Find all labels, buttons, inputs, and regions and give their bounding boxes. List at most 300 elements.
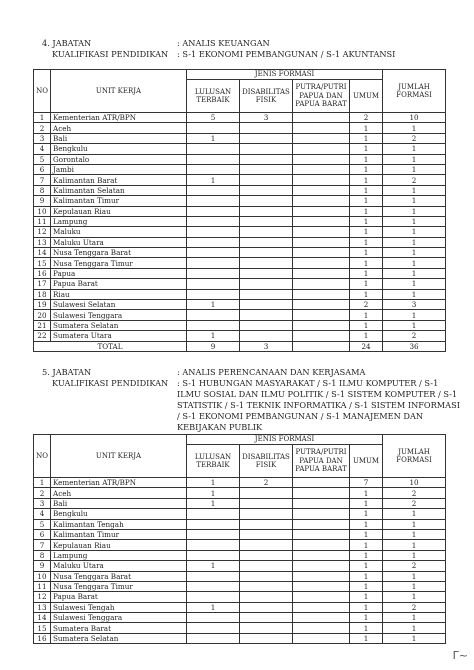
cell-unit: Kepulauan Riau — [51, 206, 187, 216]
cell-lulusan: 1 — [187, 602, 240, 612]
header-papua: PUTRA/PUTRI PAPUA DAN PAPUA BARAT — [293, 445, 350, 478]
cell-unit: Bengkulu — [51, 509, 187, 519]
cell-umum: 1 — [350, 206, 383, 216]
cell-lulusan — [187, 623, 240, 633]
cell-unit: Kalimantan Timur — [51, 196, 187, 206]
header-no: NO — [34, 70, 51, 113]
cell-unit: Sulawesi Tengah — [51, 602, 187, 612]
cell-no: 11 — [34, 216, 51, 226]
cell-umum: 2 — [350, 113, 383, 123]
table-row — [34, 561, 446, 571]
cell-jumlah: 1 — [383, 320, 446, 330]
cell-no: 15 — [34, 258, 51, 268]
cell-papua — [293, 279, 350, 289]
cell-no: 22 — [34, 331, 51, 341]
cell-disabilitas — [240, 268, 293, 278]
cell-disabilitas — [240, 175, 293, 185]
cell-unit: Riau — [51, 289, 187, 299]
cell-papua — [293, 478, 350, 488]
cell-unit: Maluku — [51, 227, 187, 237]
cell-disabilitas — [240, 279, 293, 289]
kualifikasi-label: KUALIFIKASI PENDIDIKAN — [52, 49, 169, 59]
cell-umum: 1 — [350, 488, 383, 498]
cell-papua — [293, 144, 350, 154]
table-row — [34, 268, 446, 278]
cell-umum: 1 — [350, 185, 383, 195]
cell-umum: 1 — [350, 164, 383, 174]
kualifikasi-row — [42, 378, 462, 433]
cell-jumlah: 1 — [383, 310, 446, 320]
table-row — [34, 488, 446, 498]
cell-lulusan — [187, 540, 240, 550]
cell-papua — [293, 196, 350, 206]
cell-papua — [293, 206, 350, 216]
cell-lulusan — [187, 227, 240, 237]
cell-lulusan — [187, 206, 240, 216]
cell-lulusan: 1 — [187, 175, 240, 185]
cell-jumlah: 1 — [383, 164, 446, 174]
total-label: TOTAL — [34, 341, 187, 351]
cell-papua — [293, 613, 350, 623]
cell-jumlah: 1 — [383, 123, 446, 133]
table-row — [34, 175, 446, 185]
header-lulusan-terbaik: LULUSAN TERBAIK — [187, 445, 240, 478]
cell-papua — [293, 237, 350, 247]
cell-papua — [293, 602, 350, 612]
cell-unit: Sumatera Selatan — [51, 320, 187, 330]
cell-no: 8 — [34, 550, 51, 560]
cell-unit: Bali — [51, 133, 187, 143]
table-row — [34, 550, 446, 560]
table-row — [34, 613, 446, 623]
cell-disabilitas — [240, 519, 293, 529]
cell-no: 6 — [34, 529, 51, 539]
cell-papua — [293, 123, 350, 133]
cell-unit: Papua Barat — [51, 279, 187, 289]
cell-lulusan — [187, 289, 240, 299]
cell-papua — [293, 331, 350, 341]
header-unit-kerja: UNIT KERJA — [51, 70, 187, 113]
cell-lulusan — [187, 144, 240, 154]
cell-lulusan — [187, 164, 240, 174]
cell-papua — [293, 185, 350, 195]
cell-jumlah: 2 — [383, 488, 446, 498]
kualifikasi-value: : S-1 HUBUNGAN MASYARAKAT / S-1 ILMU KOMPUTER / S-1 ILMU SOSIAL DAN ILMU POLITIK / S-1 SISTEM KOMPUTER / S-1 STATISTIK / S-1 TEKNIK INFORMATIKA / S-1 SISTEM INFORMASI / S-1 EKONOMI PEMBANGUNAN / S-1 MANAJEMEN DAN KEBIJAKAN PUBLIK — [177, 378, 460, 432]
cell-no: 10 — [34, 206, 51, 216]
cell-no: 16 — [34, 633, 51, 643]
cell-jumlah: 2 — [383, 133, 446, 143]
cell-jumlah: 1 — [383, 550, 446, 560]
cell-umum: 1 — [350, 581, 383, 591]
table-row — [34, 206, 446, 216]
cell-papua — [293, 175, 350, 185]
formasi-table-5 — [33, 434, 446, 644]
jabatan-label: 5. JABATAN — [42, 367, 92, 377]
table-row — [34, 258, 446, 268]
header-no: NO — [34, 435, 51, 478]
cell-lulusan — [187, 581, 240, 591]
cell-papua — [293, 268, 350, 278]
cell-no: 13 — [34, 602, 51, 612]
cell-lulusan: 1 — [187, 478, 240, 488]
header-jumlah-formasi: JUMLAH FORMASI — [383, 70, 446, 113]
cell-disabilitas — [240, 509, 293, 519]
header-jenis-formasi: JENIS FORMASI — [187, 70, 383, 80]
cell-umum: 1 — [350, 509, 383, 519]
cell-no: 13 — [34, 237, 51, 247]
cell-no: 20 — [34, 310, 51, 320]
formasi-table-4 — [33, 69, 446, 352]
cell-jumlah: 1 — [383, 519, 446, 529]
cell-unit: Maluku Utara — [51, 561, 187, 571]
cell-jumlah: 1 — [383, 237, 446, 247]
cell-no: 15 — [34, 623, 51, 633]
cell-no: 21 — [34, 320, 51, 330]
cell-no: 7 — [34, 175, 51, 185]
cell-papua — [293, 164, 350, 174]
cell-no: 9 — [34, 196, 51, 206]
cell-no: 6 — [34, 164, 51, 174]
cell-lulusan — [187, 279, 240, 289]
cell-jumlah: 10 — [383, 478, 446, 488]
cell-no: 5 — [34, 519, 51, 529]
cell-disabilitas — [240, 300, 293, 310]
header-umum: UMUM — [350, 445, 383, 478]
cell-umum: 1 — [350, 227, 383, 237]
jabatan-value: : ANALIS PERENCANAAN DAN KERJASAMA — [177, 367, 366, 377]
cell-disabilitas — [240, 550, 293, 560]
table-row — [34, 289, 446, 299]
cell-disabilitas — [240, 248, 293, 258]
cell-disabilitas — [240, 633, 293, 643]
cell-disabilitas — [240, 602, 293, 612]
cell-papua — [293, 509, 350, 519]
cell-umum: 2 — [350, 300, 383, 310]
table-row — [34, 310, 446, 320]
cell-papua — [293, 529, 350, 539]
cell-umum: 1 — [350, 248, 383, 258]
cell-lulusan: 1 — [187, 300, 240, 310]
cell-unit: Sulawesi Tenggara — [51, 310, 187, 320]
cell-jumlah: 1 — [383, 613, 446, 623]
cell-no: 3 — [34, 133, 51, 143]
cell-unit: Sumatera Selatan — [51, 633, 187, 643]
cell-papua — [293, 623, 350, 633]
section-4-header — [42, 38, 462, 60]
cell-unit: Papua Barat — [51, 592, 187, 602]
cell-lulusan — [187, 592, 240, 602]
cell-umum: 1 — [350, 602, 383, 612]
cell-jumlah: 1 — [383, 268, 446, 278]
table-row — [34, 227, 446, 237]
cell-papua — [293, 540, 350, 550]
cell-jumlah: 3 — [383, 300, 446, 310]
cell-papua — [293, 550, 350, 560]
kualifikasi-value: : S-1 EKONOMI PEMBANGUNAN / S-1 AKUNTANSI — [177, 49, 396, 59]
cell-lulusan — [187, 258, 240, 268]
cell-lulusan: 1 — [187, 561, 240, 571]
cell-lulusan — [187, 248, 240, 258]
cell-jumlah: 1 — [383, 248, 446, 258]
cell-no: 3 — [34, 498, 51, 508]
table-4-body — [34, 113, 446, 342]
table-row — [34, 633, 446, 643]
kualifikasi-row — [42, 49, 462, 60]
cell-no: 1 — [34, 478, 51, 488]
table-row — [34, 571, 446, 581]
cell-disabilitas — [240, 613, 293, 623]
cell-jumlah: 1 — [383, 279, 446, 289]
cell-jumlah: 1 — [383, 196, 446, 206]
cell-umum: 1 — [350, 320, 383, 330]
cell-disabilitas — [240, 196, 293, 206]
cell-jumlah: 1 — [383, 185, 446, 195]
table-row — [34, 123, 446, 133]
cell-disabilitas — [240, 310, 293, 320]
cell-papua — [293, 154, 350, 164]
cell-jumlah: 1 — [383, 540, 446, 550]
cell-unit: Lampung — [51, 216, 187, 226]
table-row — [34, 509, 446, 519]
cell-papua — [293, 258, 350, 268]
cell-no: 2 — [34, 123, 51, 133]
cell-unit: Nusa Tenggara Timur — [51, 581, 187, 591]
cell-jumlah: 1 — [383, 571, 446, 581]
jabatan-label: 4. JABATAN — [42, 38, 92, 48]
cell-disabilitas — [240, 289, 293, 299]
cell-unit: Kalimantan Tengah — [51, 519, 187, 529]
cell-umum: 7 — [350, 478, 383, 488]
cell-umum: 1 — [350, 133, 383, 143]
cell-papua — [293, 133, 350, 143]
cell-papua — [293, 216, 350, 226]
cell-papua — [293, 561, 350, 571]
cell-lulusan: 1 — [187, 488, 240, 498]
cell-umum: 1 — [350, 237, 383, 247]
cell-no: 7 — [34, 540, 51, 550]
cell-umum: 1 — [350, 498, 383, 508]
total-jumlah: 36 — [383, 341, 446, 351]
cell-papua — [293, 113, 350, 123]
cell-lulusan — [187, 320, 240, 330]
cell-disabilitas — [240, 623, 293, 633]
cell-no: 12 — [34, 592, 51, 602]
cell-umum: 1 — [350, 154, 383, 164]
cell-papua — [293, 633, 350, 643]
cell-disabilitas — [240, 331, 293, 341]
cell-umum: 1 — [350, 519, 383, 529]
cell-unit: Bali — [51, 498, 187, 508]
cell-umum: 1 — [350, 592, 383, 602]
cell-umum: 1 — [350, 279, 383, 289]
table-row — [34, 519, 446, 529]
cell-lulusan: 1 — [187, 498, 240, 508]
cell-umum: 1 — [350, 561, 383, 571]
cell-disabilitas — [240, 123, 293, 133]
cell-jumlah: 10 — [383, 113, 446, 123]
cell-umum: 1 — [350, 144, 383, 154]
cell-no: 1 — [34, 113, 51, 123]
table-row — [34, 320, 446, 330]
cell-lulusan — [187, 268, 240, 278]
table-row — [34, 529, 446, 539]
cell-jumlah: 1 — [383, 216, 446, 226]
cell-no: 11 — [34, 581, 51, 591]
cell-papua — [293, 310, 350, 320]
cell-unit: Kalimantan Barat — [51, 175, 187, 185]
cell-lulusan — [187, 310, 240, 320]
cell-unit: Nusa Tenggara Barat — [51, 248, 187, 258]
section-5-header — [42, 367, 462, 433]
total-umum: 24 — [350, 341, 383, 351]
cell-disabilitas — [240, 185, 293, 195]
cell-unit: Sumatera Utara — [51, 331, 187, 341]
cell-disabilitas — [240, 320, 293, 330]
cell-jumlah: 2 — [383, 561, 446, 571]
cell-papua — [293, 571, 350, 581]
cell-unit: Bengkulu — [51, 144, 187, 154]
total-disabilitas: 3 — [240, 341, 293, 351]
cell-no: 10 — [34, 571, 51, 581]
cell-disabilitas — [240, 258, 293, 268]
header-disabilitas-fisik: DISABILITAS FISIK — [240, 80, 293, 113]
header-disabilitas-fisik: DISABILITAS FISIK — [240, 445, 293, 478]
cell-umum: 1 — [350, 633, 383, 643]
header-umum: UMUM — [350, 80, 383, 113]
cell-no: 18 — [34, 289, 51, 299]
cell-jumlah: 1 — [383, 592, 446, 602]
table-row — [34, 248, 446, 258]
cell-lulusan — [187, 613, 240, 623]
cell-papua — [293, 227, 350, 237]
cell-jumlah: 1 — [383, 623, 446, 633]
cell-umum: 1 — [350, 331, 383, 341]
cell-papua — [293, 519, 350, 529]
cell-no: 12 — [34, 227, 51, 237]
cell-umum: 1 — [350, 216, 383, 226]
cell-lulusan — [187, 154, 240, 164]
cell-lulusan — [187, 529, 240, 539]
cell-jumlah: 1 — [383, 258, 446, 268]
cell-papua — [293, 300, 350, 310]
cell-umum: 1 — [350, 175, 383, 185]
cell-unit: Sulawesi Selatan — [51, 300, 187, 310]
cell-disabilitas — [240, 540, 293, 550]
cell-unit: Kementerian ATR/BPN — [51, 113, 187, 123]
cell-disabilitas: 2 — [240, 478, 293, 488]
cell-no: 4 — [34, 144, 51, 154]
cell-jumlah: 1 — [383, 206, 446, 216]
total-lulusan: 9 — [187, 341, 240, 351]
cell-lulusan: 1 — [187, 133, 240, 143]
cell-papua — [293, 581, 350, 591]
cell-no: 9 — [34, 561, 51, 571]
header-jumlah-formasi: JUMLAH FORMASI — [383, 435, 446, 478]
cell-unit: Papua — [51, 268, 187, 278]
cell-unit: Kepulauan Riau — [51, 540, 187, 550]
cell-disabilitas — [240, 237, 293, 247]
table-row — [34, 113, 446, 123]
cell-disabilitas: 3 — [240, 113, 293, 123]
table-row — [34, 196, 446, 206]
cell-no: 14 — [34, 248, 51, 258]
cell-lulusan — [187, 237, 240, 247]
cell-jumlah: 1 — [383, 144, 446, 154]
cell-disabilitas — [240, 529, 293, 539]
cell-umum: 1 — [350, 123, 383, 133]
cell-jumlah: 1 — [383, 154, 446, 164]
cell-lulusan — [187, 519, 240, 529]
cell-unit: Sumatera Barat — [51, 623, 187, 633]
cell-papua — [293, 498, 350, 508]
total-row — [34, 341, 446, 351]
cell-lulusan — [187, 123, 240, 133]
cell-unit: Nusa Tenggara Barat — [51, 571, 187, 581]
cell-jumlah: 2 — [383, 331, 446, 341]
cell-umum: 1 — [350, 258, 383, 268]
cell-umum: 1 — [350, 623, 383, 633]
cell-no: 5 — [34, 154, 51, 164]
total-papua — [293, 341, 350, 351]
cell-jumlah: 2 — [383, 498, 446, 508]
cell-disabilitas — [240, 592, 293, 602]
cell-papua — [293, 248, 350, 258]
cell-disabilitas — [240, 488, 293, 498]
cell-unit: Kalimantan Timur — [51, 529, 187, 539]
table-row — [34, 185, 446, 195]
cell-unit: Kalimantan Selatan — [51, 185, 187, 195]
table-row — [34, 133, 446, 143]
table-row — [34, 300, 446, 310]
cell-jumlah: 1 — [383, 529, 446, 539]
cell-disabilitas — [240, 571, 293, 581]
table-row — [34, 540, 446, 550]
table-row — [34, 164, 446, 174]
jabatan-value: : ANALIS KEUANGAN — [177, 38, 270, 48]
cell-papua — [293, 289, 350, 299]
cell-unit: Aceh — [51, 488, 187, 498]
jabatan-row — [42, 367, 462, 378]
cell-jumlah: 2 — [383, 175, 446, 185]
cell-disabilitas — [240, 216, 293, 226]
cell-unit: Gorontalo — [51, 154, 187, 164]
table-row — [34, 602, 446, 612]
table-row — [34, 581, 446, 591]
cell-no: 17 — [34, 279, 51, 289]
cell-unit: Nusa Tenggara Timur — [51, 258, 187, 268]
cell-no: 16 — [34, 268, 51, 278]
cell-lulusan — [187, 216, 240, 226]
table-row — [34, 154, 446, 164]
table-row — [34, 592, 446, 602]
table-row — [34, 498, 446, 508]
cell-unit: Sulawesi Tenggara — [51, 613, 187, 623]
jabatan-row — [42, 38, 462, 49]
header-jenis-formasi: JENIS FORMASI — [187, 435, 383, 445]
cell-umum: 1 — [350, 268, 383, 278]
cell-lulusan: 5 — [187, 113, 240, 123]
cell-unit: Lampung — [51, 550, 187, 560]
cell-umum: 1 — [350, 196, 383, 206]
cell-disabilitas — [240, 144, 293, 154]
cell-unit: Kementerian ATR/BPN — [51, 478, 187, 488]
cell-papua — [293, 488, 350, 498]
table-row — [34, 216, 446, 226]
cell-no: 19 — [34, 300, 51, 310]
cell-umum: 1 — [350, 550, 383, 560]
cell-jumlah: 1 — [383, 633, 446, 643]
header-lulusan-terbaik: LULUSAN TERBAIK — [187, 80, 240, 113]
